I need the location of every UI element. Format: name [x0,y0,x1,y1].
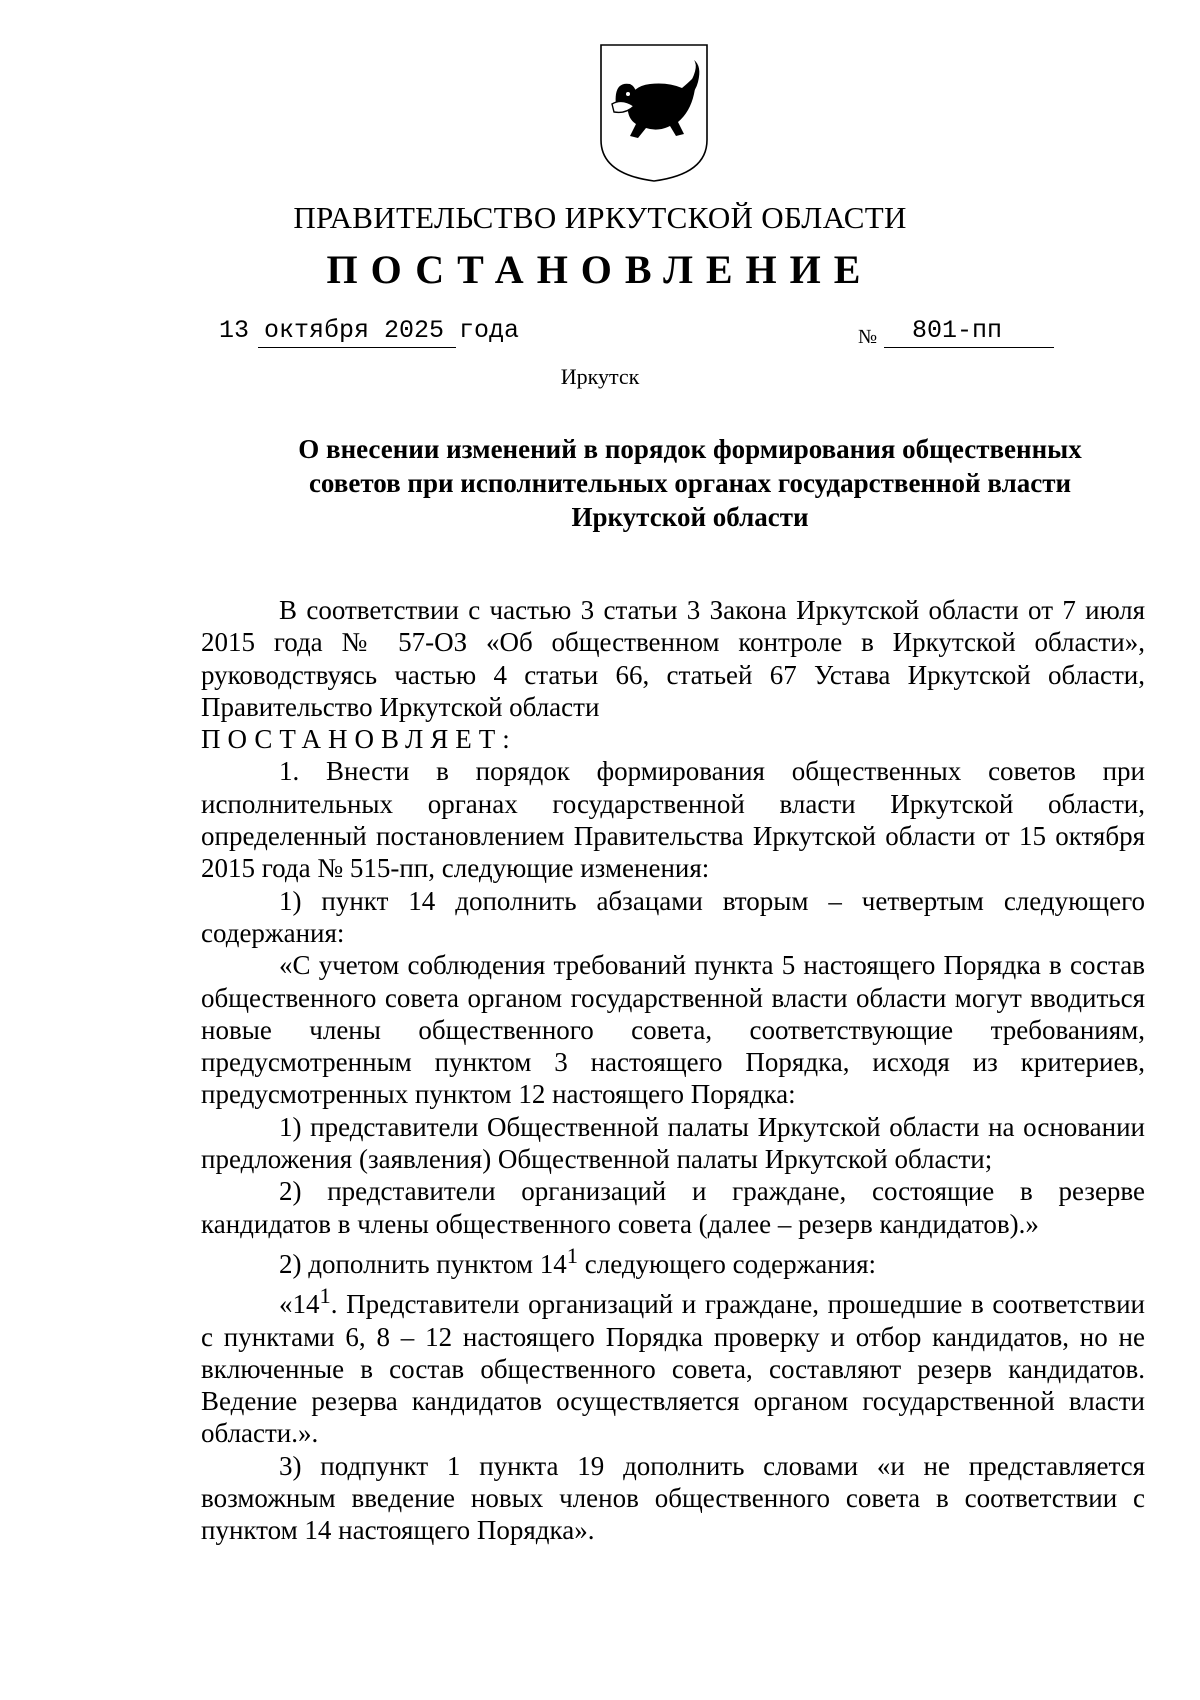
paragraph-text: следующего содержания: [577,1248,877,1279]
body-paragraph [201,1240,1145,1280]
subject-line: советов при исполнительных органах государственной власти [308,468,1072,498]
body-paragraph: 1. Внести в порядок формирования общественных советов при исполнительных органах государственной власти Иркутской области, определенный постановлением Правительства Иркутской области от 15 октября 2015 года № 515-пп, следующие изменения: [201,756,1145,884]
superscript: 1 [319,1283,331,1309]
document-number: 801-пп [912,316,1003,345]
paragraph-text: 2) дополнить пунктом 14 [279,1248,567,1279]
resolves-keyword: ПОСТАНОВЛЯЕТ: [201,724,517,755]
body-paragraph [201,1280,1145,1449]
document-type-heading: ПОСТАНОВЛЕНИЕ [326,247,874,292]
body-paragraph: 1) пункт 14 дополнить абзацами вторым – четвертым следующего содержания: [201,885,1145,948]
body-paragraph: «С учетом соблюдения требований пункта 5 настоящего Порядка в состав общественного совета органом государственной власти области могут вводиться новые члены общественного совета, соответствующие требованиям, предусмотренным пунктом 3 настоящего Порядка, исходя из критериев, предусмотренных пунктом 12 настоящего Порядка: [201,950,1145,1110]
paragraph-text: «14 [279,1289,320,1320]
superscript: 1 [566,1242,578,1268]
body-paragraph: 2) представители организаций и граждане, состоящие в резерве кандидатов в члены общественного совета (далее – резерв кандидатов).» [201,1176,1145,1239]
preamble-paragraph: В соответствии с частью 3 статьи 3 Закона Иркутской области от 7 июля 2015 года № 57-ОЗ «Об общественном контроле в Иркутской области», руководствуясь частью 4 статьи 66, статьей 67 Устава Иркутской области, Правительство Иркутской области [201,595,1145,722]
city-name: Иркутск [560,364,640,389]
document-subject [262,432,1118,534]
subject-line: Иркутской области [571,502,809,532]
document-date: 13 октября 2025 года [219,316,520,345]
number-sign: № [858,326,878,348]
paragraph-text: . Представители организаций и граждане, прошедшие в соответствии с пунктами 6, 8 – 12 настоящего Порядка проверку и отбор кандидатов, но не включенные в состав общественного совета, составляют резерв кандидатов. Ведение резерва кандидатов осуществляется органом государственной власти области.». [201,1289,1145,1449]
number-underline [884,347,1054,348]
document-body [201,594,1145,1547]
coat-of-arms-emblem [598,42,710,184]
irkutsk-coat-of-arms-icon [598,42,710,184]
subject-line: О внесении изменений в порядок формирования общественных [298,434,1082,464]
body-paragraph: 1) представители Общественной палаты Иркутской области на основании предложения (заявления) Общественной палаты Иркутской области; [201,1111,1145,1175]
body-paragraph: 3) подпункт 1 пункта 19 дополнить словами «и не представляется возможным введение новых членов общественного совета в соответствии с пунктом 14 настоящего Порядка». [201,1450,1145,1546]
date-underline [258,347,456,348]
government-title: ПРАВИТЕЛЬСТВО ИРКУТСКОЙ ОБЛАСТИ [293,200,907,235]
